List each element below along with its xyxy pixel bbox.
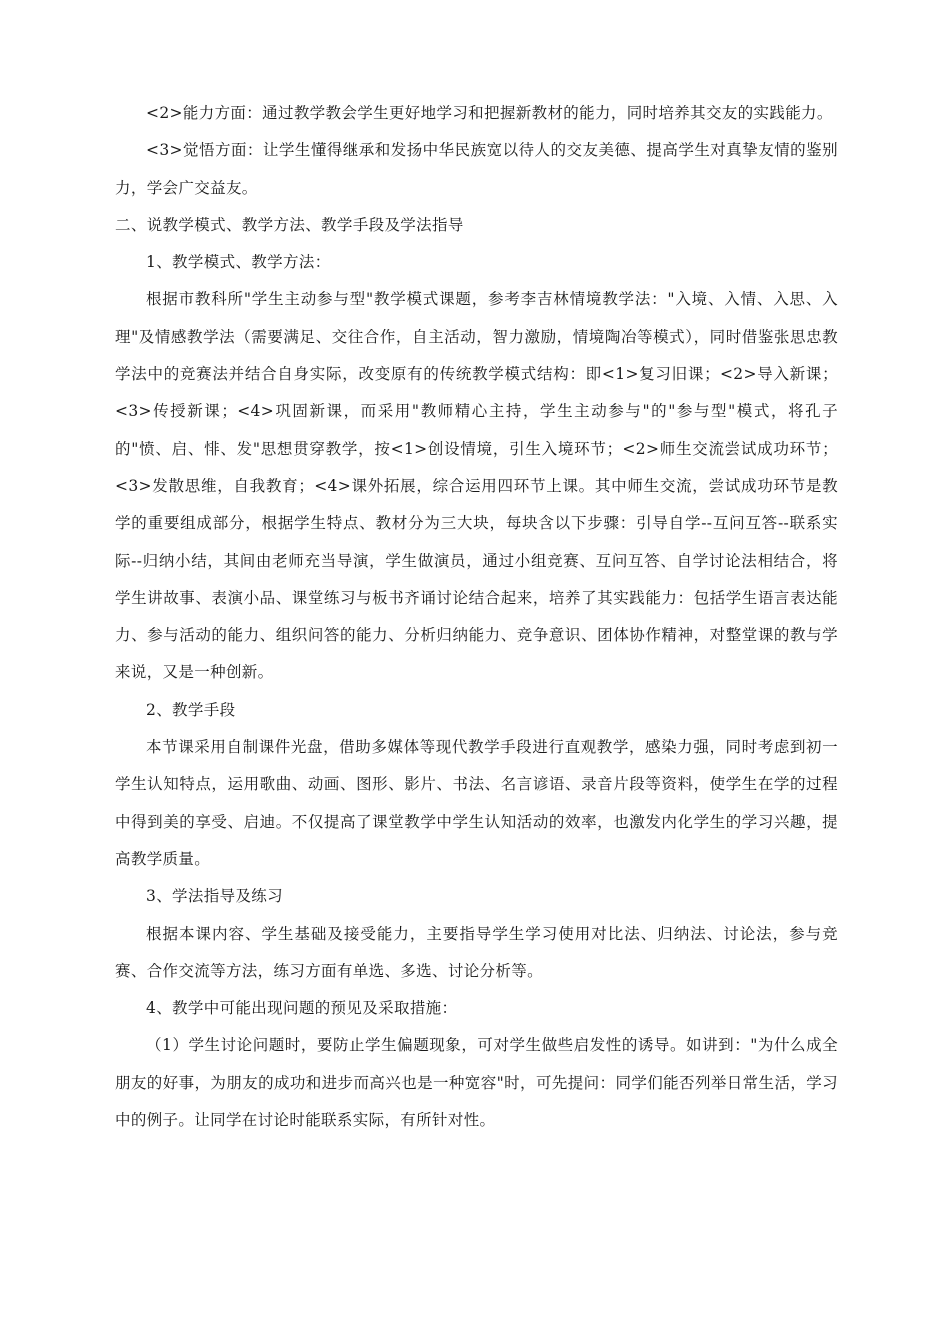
section-heading-two: 二、说教学模式、教学方法、教学手段及学法指导 [115, 215, 464, 234]
subheading-problems-measures: 4、教学中可能出现问题的预见及采取措施： [146, 999, 458, 1018]
subheading-study-guidance: 3、学法指导及练习 [146, 887, 284, 906]
subheading-teaching-mode: 1、教学模式、教学方法： [146, 253, 331, 272]
paragraph-study-guidance: 根据本课内容、学生基础及接受能力，主要指导学生学习使用对比法、归纳法、讨论法，参与竞赛、合作交流等方法，练习方面有单选、多选、讨论分析等。 [115, 924, 838, 980]
paragraph-teaching-mode: 根据市教科所"学生主动参与型"教学模式课题，参考李吉林情境教学法："入境、入情、入思、入理"及情感教学法（需要满足、交往合作，自主活动，智力激励，情境陶冶等模式），同时借鉴张思忠教学法中的竞赛法并结合自身实际，改变原有的传统教学模式结构：即<1>复习旧课；<2>导入新课；<3>传授新课；<4>巩固新课，而采用"教师精心主持，学生主动参与"的"参与型"模式，将孔子的"愤、启、悱、发"思想贯穿教学，按<1>创设情境，引生入境环节；<2>师生交流尝试成功环节；<3>发散思维，自我教育；<4>课外拓展，综合运用四环节上课。其中师生交流，尝试成功环节是教学的重要组成部分，根据学生特点、教材分为三大块，每块含以下步骤：引导自学--互问互答--联系实际--归纳小结，其间由老师充当导演，学生做演员，通过小组竞赛、互问互答、自学讨论法相结合，将学生讲故事、表演小品、课堂练习与板书齐诵讨论结合起来，培养了其实践能力：包括学生语言表达能力、参与活动的能力、组织问答的能力、分析归纳能力、竞争意识、团体协作精神，对整堂课的教与学来说，又是一种创新。 [115, 290, 838, 682]
paragraph-awareness: <3>觉悟方面：让学生懂得继承和发扬中华民族宽以待人的交友美德、提高学生对真挚友情的鉴别力，学会广交益友。 [115, 141, 838, 197]
paragraph-teaching-means: 本节课采用自制课件光盘，借助多媒体等现代教学手段进行直观教学，感染力强，同时考虑到初一学生认知特点，运用歌曲、动画、图形、影片、书法、名言谚语、录音片段等资料，使学生在学的过程中得到美的享受、启迪。不仅提高了课堂教学中学生认知活动的效率，也激发内化学生的学习兴趣，提高教学质量。 [115, 738, 838, 868]
subheading-teaching-means: 2、教学手段 [146, 700, 236, 719]
document-page [115, 95, 838, 1139]
paragraph-measure-1: （1）学生讨论问题时，要防止学生偏题现象，可对学生做些启发性的诱导。如讲到："为什么成全朋友的好事，为朋友的成功和进步而高兴也是一种宽容"时，可先提问：同学们能否列举日常生活，学习中的例子。让同学在讨论时能联系实际，有所针对性。 [115, 1036, 838, 1130]
paragraph-ability: <2>能力方面：通过教学教会学生更好地学习和把握新教材的能力，同时培养其交友的实践能力。 [146, 104, 833, 122]
